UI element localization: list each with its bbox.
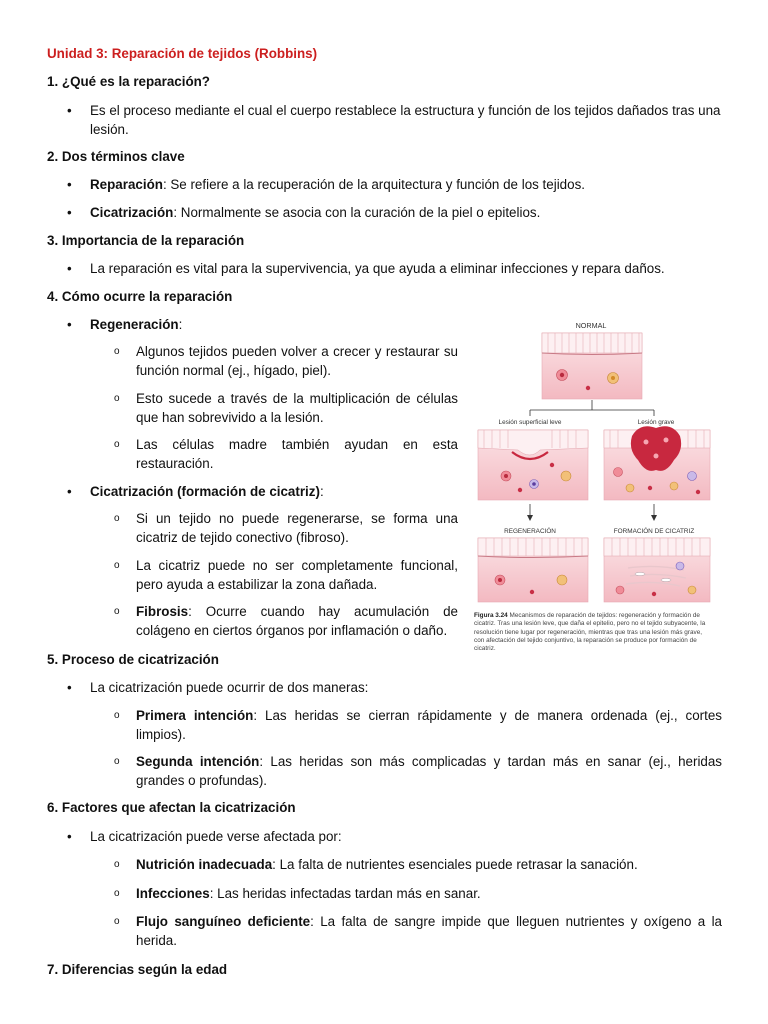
regeneracion-item: Algunos tejidos pueden volver a crecer y restaurar su función normal (ej., hígado, piel). xyxy=(136,344,458,378)
section-3-heading: 3. Importancia de la reparación xyxy=(47,233,245,248)
section-2-bullet-cicatrizacion xyxy=(90,204,730,223)
factor-infecciones-item xyxy=(136,885,722,904)
section-1-heading: 1. ¿Qué es la reparación? xyxy=(47,74,210,89)
sub-bullet-marker: o xyxy=(114,439,120,450)
sub-bullet-marker: o xyxy=(114,513,120,524)
regeneracion-colon: : xyxy=(178,317,183,332)
factor-flujo-item xyxy=(136,913,722,950)
bullet-marker: • xyxy=(67,205,72,220)
label-grave: Lesión grave xyxy=(637,419,675,426)
definition-fibrosis: : Ocurre cuando hay acumulación de colágeno en ciertos órganos por inflamación o daño. xyxy=(136,604,458,638)
tissue-repair-figure xyxy=(470,318,712,658)
term-reparacion: Reparación xyxy=(90,177,163,192)
term-cicatrizacion-formacion: Cicatrización (formación de cicatriz) xyxy=(90,484,320,499)
definition-cicatrizacion: : Normalmente se asocia con la curación de la piel o epitelios. xyxy=(173,205,541,220)
term-regeneracion: Regeneración xyxy=(90,317,179,332)
term-primera-intencion: Primera intención xyxy=(136,708,254,723)
bullet-marker: • xyxy=(67,103,72,118)
bullet-marker: • xyxy=(67,317,72,332)
scar-tissue xyxy=(604,538,710,602)
regeneracion-heading xyxy=(90,316,182,335)
term-flujo-sanguineo: Flujo sanguíneo deficiente xyxy=(136,914,311,929)
definition-primera-intencion: : Las heridas se cierran rápidamente y de manera ordenada (ej., cortes limpios). xyxy=(136,708,723,742)
definition-flujo-sanguineo: : La falta de sangre impide que lleguen nutrientes y oxígeno a la herida. xyxy=(136,914,723,948)
term-fibrosis: Fibrosis xyxy=(136,604,189,619)
section-4-heading: 4. Cómo ocurre la reparación xyxy=(47,289,233,304)
sub-bullet-marker: o xyxy=(114,560,120,571)
section-1-bullet: Es el proceso mediante el cual el cuerpo restablece la estructura y función de los tejidos dañados tras una lesión. xyxy=(90,103,721,137)
normal-tissue xyxy=(542,333,642,399)
figure-caption-label: Figura 3.24 xyxy=(474,612,508,620)
label-regeneracion: REGENERACIÓN xyxy=(504,528,556,535)
term-infecciones: Infecciones xyxy=(136,886,210,901)
sub-bullet-marker: o xyxy=(114,916,120,927)
term-cicatrizacion: Cicatrización xyxy=(90,205,174,220)
sub-bullet-marker: o xyxy=(114,393,120,404)
definition-segunda-intencion: : Las heridas son más complicadas y tardan más en sanar (ej., heridas grandes o profundas). xyxy=(136,754,723,788)
cicatrizacion-colon: : xyxy=(319,484,324,499)
definition-nutricion: : La falta de nutrientes esenciales puede retrasar la sanación. xyxy=(272,857,638,872)
primera-intencion-item xyxy=(136,707,722,744)
severe-injury-tissue xyxy=(604,426,710,500)
regeneracion-item: Esto sucede a través de la multiplicación de células que han sobrevivido a la lesión. xyxy=(136,391,458,425)
label-formacion-cicatriz: FORMACIÓN DE CICATRIZ xyxy=(613,528,695,535)
sub-bullet-marker: o xyxy=(114,346,120,357)
sub-bullet-marker: o xyxy=(114,756,120,767)
sub-bullet-marker: o xyxy=(114,710,120,721)
cicatrizacion-item: Si un tejido no puede regenerarse, se forma una cicatriz de tejido conectivo (fibroso). xyxy=(136,511,458,545)
cicatrizacion-heading xyxy=(90,483,324,502)
tissue-repair-diagram xyxy=(470,318,712,608)
sub-bullet-marker: o xyxy=(114,888,120,899)
label-leve: Lesión superficial leve xyxy=(498,419,562,426)
figure-caption-text: Mecanismos de reparación de tejidos: regeneración y formación de cicatriz. Tras una lesión leve, que daña el epitelio, pero no el tejido subyacente, la resolución tiene lugar por regeneración, mientras que tras una lesión más grave, con afectación del tejido conjuntivo, la reparación se produce por formación de cicatriz. xyxy=(474,612,706,652)
regenerated-tissue xyxy=(478,538,588,602)
segunda-intencion-item xyxy=(136,753,722,790)
cicatrizacion-item: La cicatriz puede no ser completamente funcional, pero ayuda a estabilizar la zona dañada. xyxy=(136,558,458,592)
term-segunda-intencion: Segunda intención xyxy=(136,754,260,769)
mild-injury-tissue xyxy=(478,430,588,500)
definition-reparacion: : Se refiere a la recuperación de la arquitectura y función de los tejidos. xyxy=(162,177,585,192)
document-title: Unidad 3: Reparación de tejidos (Robbins) xyxy=(47,46,318,61)
regeneracion-item: Las células madre también ayudan en esta restauración. xyxy=(136,437,458,471)
bullet-marker: • xyxy=(67,829,72,844)
section-5-heading: 5. Proceso de cicatrización xyxy=(47,652,219,667)
factor-nutricion-item xyxy=(136,856,722,875)
figure-caption xyxy=(474,612,710,652)
bullet-marker: • xyxy=(67,680,72,695)
section-5-bullet: La cicatrización puede ocurrir de dos maneras: xyxy=(90,680,369,695)
fibrosis-item xyxy=(136,603,458,640)
term-nutricion: Nutrición inadecuada xyxy=(136,857,273,872)
bullet-marker: • xyxy=(67,484,72,499)
section-3-bullet: La reparación es vital para la supervivencia, ya que ayuda a eliminar infecciones y repara daños. xyxy=(90,261,665,276)
bullet-marker: • xyxy=(67,261,72,276)
section-6-heading: 6. Factores que afectan la cicatrización xyxy=(47,800,296,815)
sub-bullet-marker: o xyxy=(114,606,120,617)
section-6-bullet: La cicatrización puede verse afectada por: xyxy=(90,829,342,844)
definition-infecciones: : Las heridas infectadas tardan más en sanar. xyxy=(209,886,481,901)
sub-bullet-marker: o xyxy=(114,859,120,870)
bullet-marker: • xyxy=(67,177,72,192)
section-2-bullet-reparacion xyxy=(90,176,730,195)
label-normal: NORMAL xyxy=(575,321,607,330)
section-7-heading: 7. Diferencias según la edad xyxy=(47,962,228,977)
section-2-heading: 2. Dos términos clave xyxy=(47,149,185,164)
